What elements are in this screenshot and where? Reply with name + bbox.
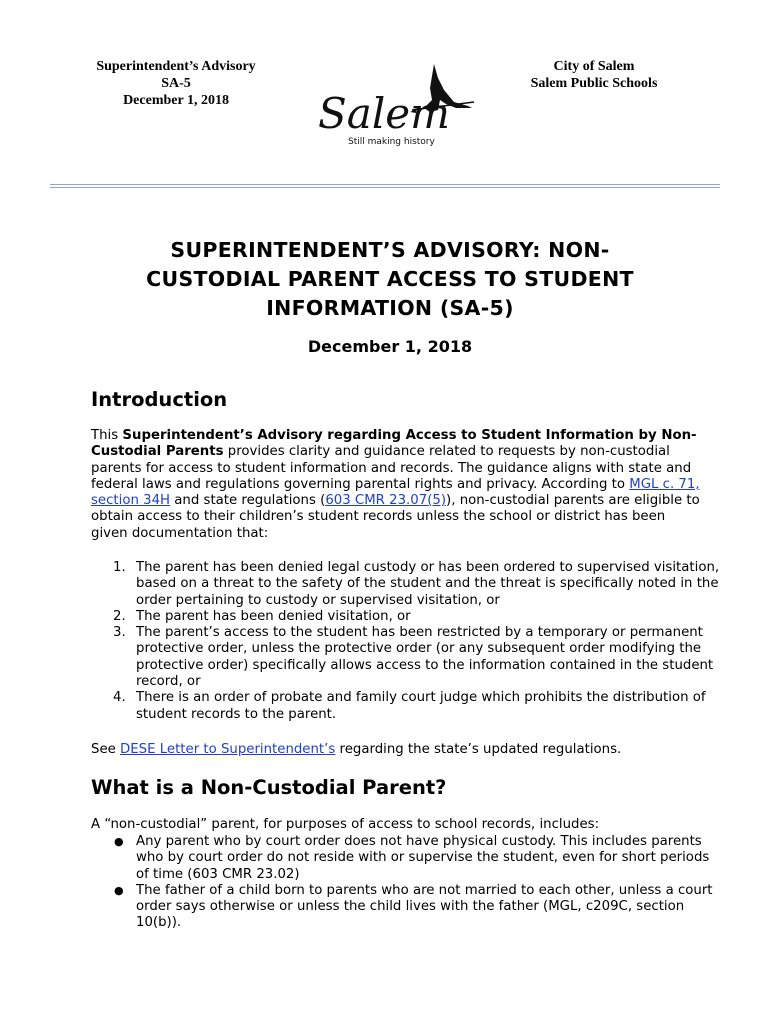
district-header-right: [510, 58, 678, 92]
dese-letter-link[interactable]: DESE Letter to Superintendent’s: [120, 742, 336, 757]
header-divider-top: [50, 184, 720, 185]
bullet-icon: ●: [114, 883, 124, 897]
city-name: City of Salem: [553, 59, 635, 74]
intro-paragraph: This Superintendent’s Advisory regarding Access to Student Information by Non-Custodial Parents provides clarity and guidance related to requests by non-custodial parents for access to student information and records. The guidance aligns with state and federal laws and regulations governing parental rights and privacy. According to MGL c. 71, section 34H and state regulations (603 CMR 23.07(5)), non-custodial parents are eligible to obtain access to their children’s student records unless the school or district has been given documentation that:: [91, 428, 700, 541]
list-item: 3. The parent’s access to the student has been restricted by a temporary or permanent protective order, unless the protective order (or any subsequent order modifying the protective order) specifically allows access to the information contained in the student record, or: [113, 625, 714, 690]
advisory-number: SA-5: [161, 76, 191, 91]
see-paragraph: See DESE Letter to Superintendent’s regarding the state’s updated regulations.: [91, 742, 622, 757]
advisory-header-left: [86, 58, 266, 109]
header-divider-bottom: [50, 187, 720, 188]
logo-tagline: Still making history: [348, 137, 435, 147]
list-item: 1. The parent has been denied legal custody or has been ordered to supervised visitation, based on a threat to the safety of the student and the threat is specifically noted in the order pertaining to custody or supervised visitation, or: [113, 560, 720, 608]
conditions-list: [91, 560, 721, 723]
salem-witch-logo-icon: [316, 60, 476, 150]
cmr-link[interactable]: 603 CMR 23.07(5): [325, 493, 447, 509]
svg-text:Salem: Salem: [318, 89, 450, 138]
salem-logo: [316, 60, 476, 150]
advisory-date: December 1, 2018: [123, 93, 229, 108]
document-title: SUPERINTENDENT’S ADVISORY: NON- CUSTODIAL PARENT ACCESS TO STUDENT INFORMATION (SA-5): [146, 238, 634, 320]
list-item: 4. There is an order of probate and family court judge which prohibits the distribution of student records to the parent.: [113, 690, 706, 722]
non-custodial-list: [91, 834, 721, 932]
district-name: Salem Public Schools: [530, 76, 658, 91]
list-item: ● Any parent who by court order does not have physical custody. This includes parents who by court order do not reside with or supervise the student, even for short periods of time (603 CMR 23.02): [114, 834, 710, 882]
list-item: ● The father of a child born to parents who are not married to each other, unless a court order says otherwise or unless the child lives with the father (MGL, c209C, section 10(b)).: [114, 882, 713, 931]
list-item: 2. The parent has been denied visitation, or: [113, 608, 411, 624]
advisory-label: Superintendent’s Advisory: [96, 59, 256, 74]
document-date: December 1, 2018: [307, 337, 473, 356]
bullet-icon: ●: [114, 835, 124, 848]
non-custodial-heading: What is a Non-Custodial Parent?: [91, 776, 447, 799]
intro-heading: Introduction: [91, 388, 228, 411]
non-custodial-lead: A “non-custodial” parent, for purposes of access to school records, includes:: [91, 817, 600, 832]
mgl-link[interactable]: MGL c. 71, section 34H: [91, 476, 700, 509]
